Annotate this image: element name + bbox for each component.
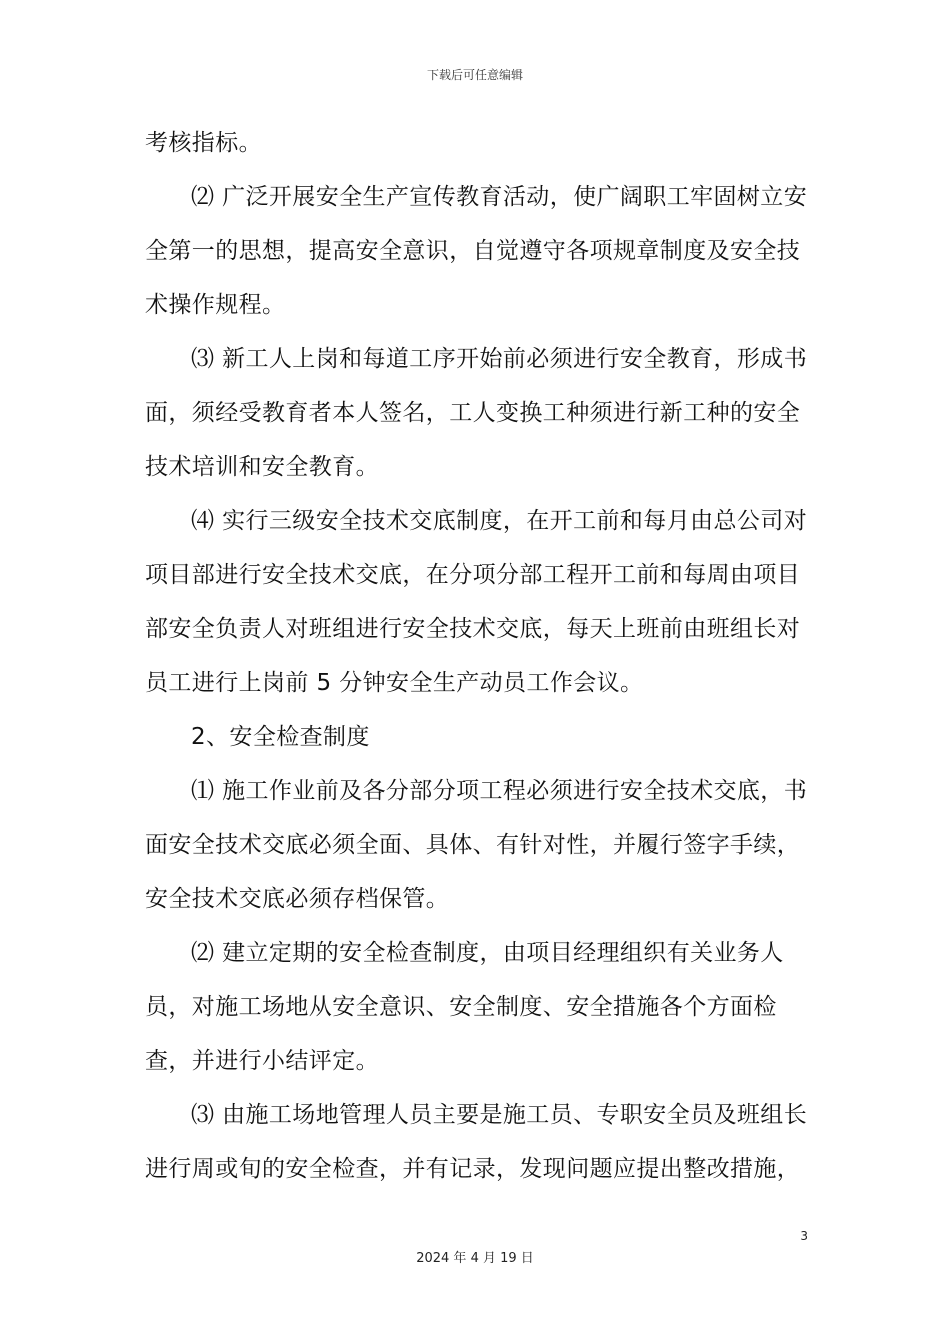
page-footer-date: 2024 年 4 月 19 日 xyxy=(416,1251,534,1266)
section-heading-safety-inspection: 2、安全检查制度 xyxy=(191,724,370,750)
paragraph-8: ⑶ 由施工场地管理人员主要是施工员、专职安全员及班组长进行周或旬的安全检查，并有记录，发现问题应提出整改措施， xyxy=(145,1102,808,1182)
paragraph-2: ⑵ 广泛开展安全生产宣传教育活动，使广阔职工牢固树立安全第一的思想，提高安全意识，自觉遵守各项规章制度及安全技术操作规程。 xyxy=(145,184,808,318)
paragraph-6: ⑴ 施工作业前及各分部分项工程必须进行安全技术交底，书面安全技术交底必须全面、具体、有针对性，并履行签字手续，安全技术交底必须存档保管。 xyxy=(145,778,808,912)
document-body xyxy=(145,116,815,1196)
paragraph-7: ⑵ 建立定期的安全检查制度，由项目经理组织有关业务人员，对施工场地从安全意识、安全制度、安全措施各个方面检查，并进行小结评定。 xyxy=(145,940,784,1074)
paragraph-4: ⑷ 实行三级安全技术交底制度，在开工前和每月由总公司对项目部进行安全技术交底，在分项分部工程开工前和每周由项目部安全负责人对班组进行安全技术交底，每天上班前由班组长对员工进行上岗前 5 分钟安全生产动员工作会议。 xyxy=(145,508,808,696)
paragraph-1: 考核指标。 xyxy=(145,130,262,156)
page-number: 3 xyxy=(800,1229,808,1243)
page-header: 下载后可任意编辑 xyxy=(426,68,523,82)
paragraph-3: ⑶ 新工人上岗和每道工序开始前必须进行安全教育，形成书面，须经受教育者本人签名，工人变换工种须进行新工种的安全技术培训和安全教育。 xyxy=(145,346,808,480)
